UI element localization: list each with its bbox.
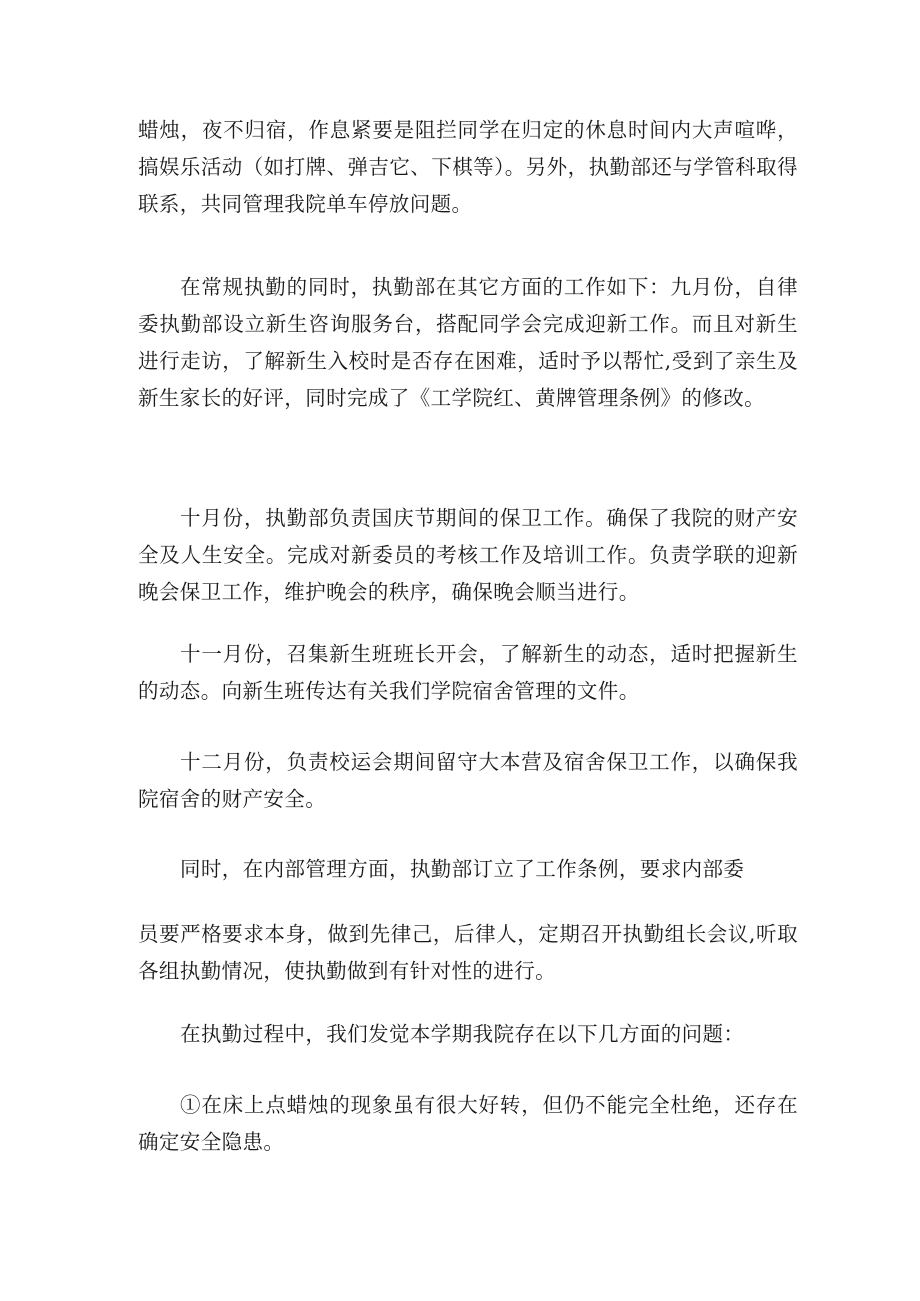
- paragraph-internal-management-cont: 员要严格要求本身，做到先律己，后律人，定期召开执勤组长会议,听取各组执勤情况，使执勤做到有针对性的进行。: [138, 922, 798, 983]
- paragraph-october-work: 十月份，执勤部负责国庆节期间的保卫工作。确保了我院的财产安全及人生安全。完成对新委员的考核工作及培训工作。负责学联的迎新晚会保卫工作，维护晚会的秩序，确保晚会顺当进行。: [138, 506, 798, 604]
- paragraph-december-work: 十二月份，负责校运会期间留守大本营及宿舍保卫工作，以确保我院宿舍的财产安全。: [138, 750, 798, 811]
- paragraph-internal-management-start: 同时，在内部管理方面，执勤部订立了工作条例，要求内部委: [180, 857, 745, 881]
- paragraph-september-work: 在常规执勤的同时，执勤部在其它方面的工作如下：九月份，自律委执勤部设立新生咨询服务台，搭配同学会完成迎新工作。而且对新生进行走访，了解新生入校时是否存在困难，适时予以帮忙,受到了亲生及新生家长的好评，同时完成了《工学院红、黄牌管理条例》的修改。: [138, 275, 798, 410]
- paragraph-problems-intro: 在执勤过程中，我们发觉本学期我院存在以下几方面的问题：: [180, 1022, 745, 1046]
- paragraph-dorm-rules: 蜡烛，夜不归宿，作息紧要是阻拦同学在归定的休息时间内大声喧哗，搞娱乐活动（如打牌、弹吉它、下棋等）。另外，执勤部还与学管科取得联系，共同管理我院单车停放问题。: [138, 118, 798, 216]
- paragraph-problem-1: ①在床上点蜡烛的现象虽有很大好转，但仍不能完全杜绝，还存在确定安全隐患。: [138, 1093, 798, 1154]
- paragraph-november-work: 十一月份，召集新生班班长开会，了解新生的动态，适时把握新生的动态。向新生班传达有关我们学院宿舍管理的文件。: [138, 642, 798, 703]
